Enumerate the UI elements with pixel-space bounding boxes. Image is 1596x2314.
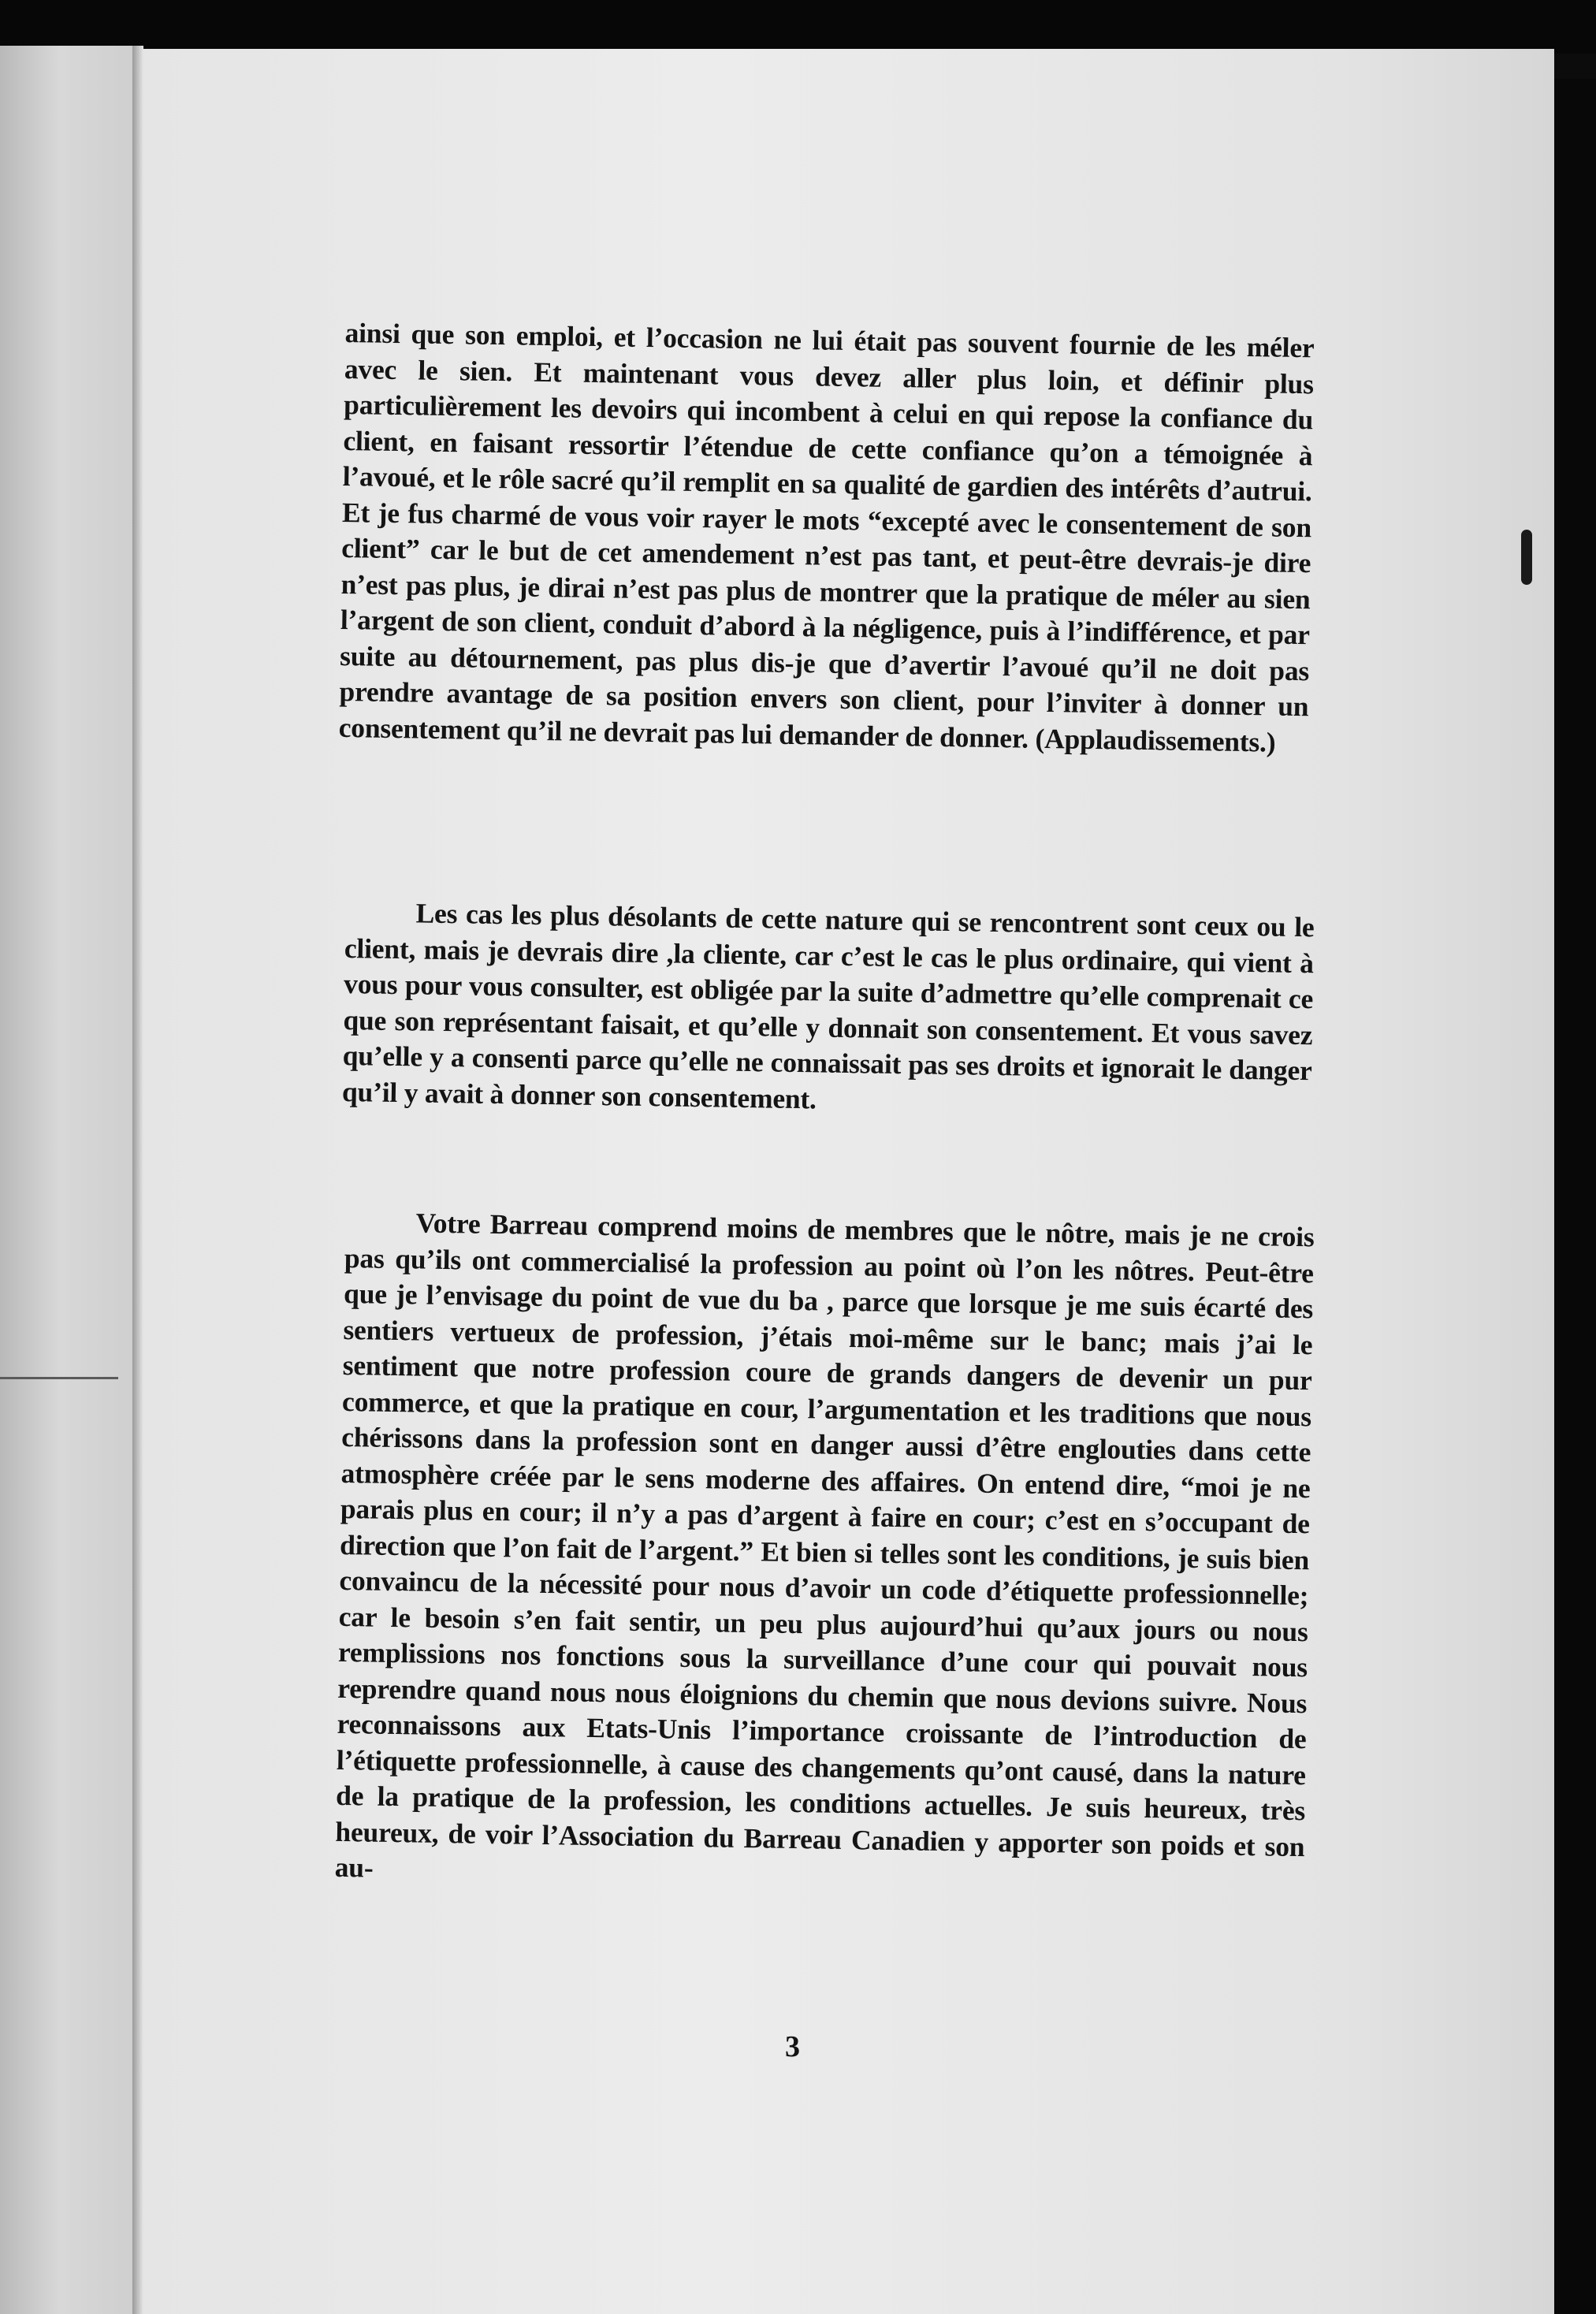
margin-rule — [0, 1377, 118, 1379]
body-text-paragraph-2 — [342, 895, 1315, 1125]
paragraph: ainsi que son emploi, et l’occasion ne lui était pas souvent fournie de les méler avec le sien. Et maintenant vous devez aller plus loin, et définir plus particulièrement les devoirs qui incombent à celui en qui repose la confiance du client, en faisant ressortir l’étendue de cette confiance qu’on a témoignée à l’avoué, et le rôle sacré qu’il remplit en sa qualité de gardien des intérêts d’autrui. Et je fus charmé de vous voir rayer le mots “excepté avec le consentement de son client” car le but de cet amendement n’est pas tant, et peut-être devrais-je dire n’est pas plus, je dirai n’est pas plus de montrer que la pratique de méler au sien l’argent de son client, conduit d’abord à la négligence, puis à l’indifférence, et par suite au détournement, pas plus dis-je que d’avertir l’avoué qu’il ne doit pas prendre avantage de sa position envers son client, pour l’inviter à donner un consentement qu’il ne devrait pas lui demander de donner. (Applaudissements.) — [338, 316, 1315, 758]
book-gutter — [132, 46, 143, 2314]
body-text-paragraph-1 — [338, 315, 1314, 761]
paragraph: Les cas les plus désolants de cette nature qui se rencontrent sont ceux ou le client, mais je devrais dire ,la cliente, car c’est le cas le plus ordinaire, qui vient à vous pour vous consulter, est obligée par la suite d’admettre qu’elle comprenait ce que son représentant faisait, et qu’elle y donnait son consentement. Et vous savez qu’elle y a consenti parce qu’elle ne connaissait pas ses droits et ignorait le danger qu’il y avait à donner son consentement. — [341, 897, 1315, 1114]
facing-page-edge — [0, 46, 132, 2314]
page-edge-mark — [1521, 530, 1532, 585]
paragraph: Votre Barreau comprend moins de membres que le nôtre, mais je ne crois pas qu’ils ont commercialisé la profession au point où l’on les nôtres. Peut-être que je l’envisage du point de vue du ba , parce que lorsque je me suis écarté des sentiers vertueux de profession, j’étais moi-même sur le banc; mais j’ai le sentiment que notre profession coure de grands dangers de devenir un pur commerce, et que la pratique en cour, l’argumentation et les traditions que nous chérissons dans la profession sont en danger aussi d’être englouties dans cette atmosphère créée par le sens moderne des affaires. On entend dire, “moi je ne parais plus en cour; il n’y a pas d’argent à faire en cour; c’est en s’occupant de direction que l’on fait de l’argent.” Et bien si telles sont les conditions, je suis bien convaincu de la nécessité pour nous d’avoir un code d’étiquette professionnelle; car le besoin s’en fait sentir, un peu plus aujourd’hui qu’aux jours ou nous remplissions nos fonctions sous la surveillance d’une cour qui pouvait nous reprendre quand nous nous éloignions du chemin que nous devions suivre. Nous reconnaissons aux Etats-Unis l’importance croissante de l’introduction de l’étiquette professionnelle, à cause des changements qu’ont causé, dans la nature de la pratique de la profession, les conditions actuelles. Je suis heureux, très heureux, de voir l’Association du Barreau Canadien y apporter son poids et son au- — [334, 1207, 1315, 1884]
scanner-top-border — [0, 0, 1596, 54]
page-number: 3 — [785, 2030, 800, 2063]
body-text-paragraph-3 — [334, 1204, 1314, 1901]
scanner-right-border — [1554, 79, 1596, 2314]
